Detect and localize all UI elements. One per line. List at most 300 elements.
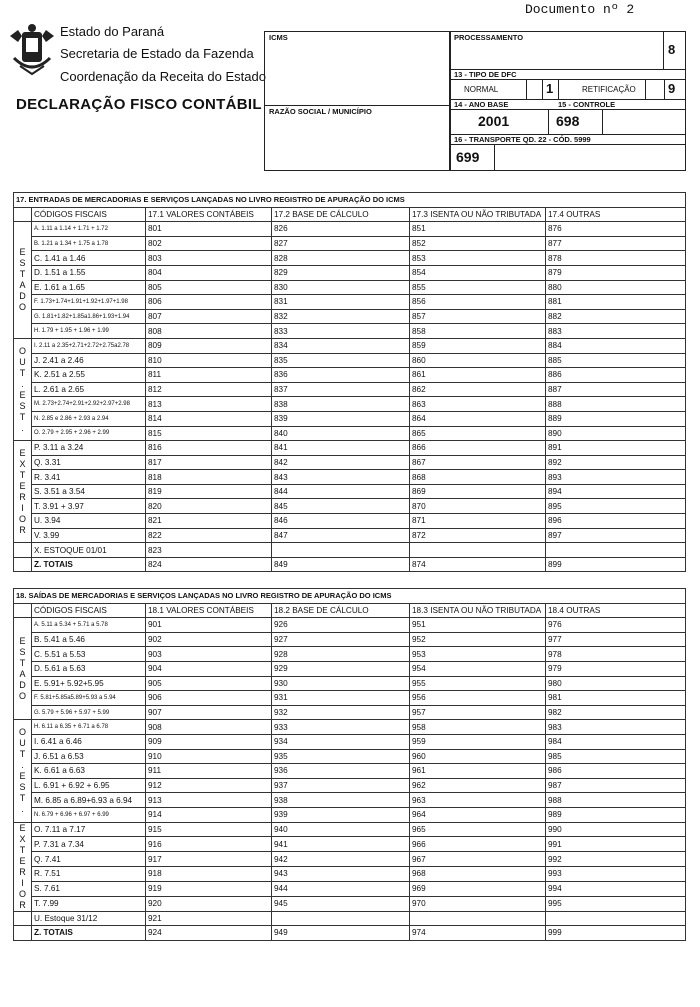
fiscal-code: E. 1.61 a 1.65 [32, 280, 146, 295]
table-row [14, 866, 686, 881]
field-number: 963 [410, 793, 546, 808]
field-number: 961 [410, 764, 546, 779]
table-row [14, 734, 686, 749]
table-row [14, 822, 686, 837]
field-number: 836 [272, 368, 410, 383]
field-number: 920 [146, 896, 272, 911]
empty-cell [410, 911, 546, 926]
fiscal-code: K. 6.61 a 6.63 [32, 764, 146, 779]
field-number: 807 [146, 309, 272, 324]
field-number: 834 [272, 338, 410, 353]
field-number: 883 [546, 324, 686, 339]
fiscal-code: Q. 3.31 [32, 455, 146, 470]
fiscal-code: O. 2.79 + 2.95 + 2.96 + 2.99 [32, 426, 146, 441]
field-number: 857 [410, 309, 546, 324]
fiscal-code: H. 1.79 + 1.95 + 1.96 + 1.99 [32, 324, 146, 339]
fiscal-code: M. 6.85 a 6.89+6.93 a 6.94 [32, 793, 146, 808]
field-number: 808 [146, 324, 272, 339]
field-number: 845 [272, 499, 410, 514]
table-row [14, 881, 686, 896]
field-number: 853 [410, 251, 546, 266]
fiscal-code: Q. 7.41 [32, 852, 146, 867]
section-18-column-header: 18.4 OUTRAS [546, 603, 686, 618]
field-number: 956 [410, 691, 546, 706]
field-number: 849 [272, 557, 410, 572]
controle-value: 698 [556, 113, 580, 129]
field-number: 851 [410, 222, 546, 237]
field-number: 980 [546, 676, 686, 691]
section-18-estoque-row [14, 911, 686, 926]
field-number: 816 [146, 441, 272, 456]
field-number: 828 [272, 251, 410, 266]
field-number: 890 [546, 426, 686, 441]
field-number: 837 [272, 382, 410, 397]
fiscal-code: N. 6.79 + 6.96 + 6.97 + 6.99 [32, 807, 146, 822]
field-number: 815 [146, 426, 272, 441]
field-number: 863 [410, 397, 546, 412]
field-number: 829 [272, 265, 410, 280]
fiscal-code: T. 3.91 + 3.97 [32, 499, 146, 514]
field-number: 874 [410, 557, 546, 572]
header-coordenacao: Coordenação da Receita do Estado [60, 69, 266, 84]
field-number: 999 [546, 926, 686, 941]
field-number: 870 [410, 499, 546, 514]
field-number: 933 [272, 720, 410, 735]
field-number: 822 [146, 528, 272, 543]
field-number: 935 [272, 749, 410, 764]
field-number: 811 [146, 368, 272, 383]
fiscal-code: S. 3.51 a 3.54 [32, 484, 146, 499]
header-state: Estado do Paraná [60, 24, 165, 39]
processamento-value: 8 [668, 42, 676, 57]
table-row [14, 778, 686, 793]
fiscal-code: T. 7.99 [32, 896, 146, 911]
fiscal-code: K. 2.51 a 2.55 [32, 368, 146, 383]
table-row [14, 749, 686, 764]
ano-base-value: 2001 [478, 113, 510, 129]
field-number: 989 [546, 807, 686, 822]
section-18-column-header: 18.3 ISENTA OU NÃO TRIBUTADA [410, 603, 546, 618]
row-side [14, 543, 32, 558]
transporte-value: 699 [456, 149, 480, 165]
form-title: DECLARAÇÃO FISCO CONTÁBIL [16, 96, 262, 113]
field-number: 894 [546, 484, 686, 499]
field-number: 805 [146, 280, 272, 295]
field-number: 929 [272, 661, 410, 676]
field-number: 839 [272, 411, 410, 426]
empty-cell [272, 543, 410, 558]
field-number: 843 [272, 470, 410, 485]
field-number: 888 [546, 397, 686, 412]
fiscal-code: A. 1.11 a 1.14 + 1.71 + 1.72 [32, 222, 146, 237]
field-number: 944 [272, 881, 410, 896]
fiscal-code: J. 6.51 a 6.53 [32, 749, 146, 764]
field-number: 958 [410, 720, 546, 735]
field-number: 921 [146, 911, 272, 926]
field-number: 862 [410, 382, 546, 397]
field-number: 974 [410, 926, 546, 941]
fiscal-code: M. 2.73+2.74+2.91+2.92+2.97+2.98 [32, 397, 146, 412]
fiscal-code: C. 5.51 a 5.53 [32, 647, 146, 662]
field-number: 981 [546, 691, 686, 706]
field-number: 986 [546, 764, 686, 779]
field-number: 903 [146, 647, 272, 662]
fiscal-code: I. 2.11 a 2.35+2.71+2.72+2.75a2.78 [32, 338, 146, 353]
field-number: 928 [272, 647, 410, 662]
field-number: 876 [546, 222, 686, 237]
fiscal-code: F. 1.73+1.74+1.91+1.92+1.97+1.98 [32, 295, 146, 310]
table-row [14, 236, 686, 251]
razao-social-label: RAZÃO SOCIAL / MUNICÍPIO [269, 107, 372, 116]
fiscal-code: U. 3.94 [32, 514, 146, 529]
field-number: 871 [410, 514, 546, 529]
field-number: 930 [272, 676, 410, 691]
field-number: 886 [546, 368, 686, 383]
section-18-column-header: 18.1 VALORES CONTÁBEIS [146, 603, 272, 618]
field-number: 818 [146, 470, 272, 485]
table-row [14, 382, 686, 397]
fiscal-code: R. 3.41 [32, 470, 146, 485]
field-number: 995 [546, 896, 686, 911]
fiscal-code: P. 7.31 a 7.34 [32, 837, 146, 852]
field-number: 965 [410, 822, 546, 837]
field-number: 949 [272, 926, 410, 941]
field-number: 990 [546, 822, 686, 837]
field-number: 842 [272, 455, 410, 470]
table-row [14, 397, 686, 412]
field-number: 855 [410, 280, 546, 295]
table-row [14, 309, 686, 324]
field-number: 817 [146, 455, 272, 470]
field-number: 809 [146, 338, 272, 353]
field-number: 982 [546, 705, 686, 720]
table-row [14, 691, 686, 706]
section-17-table [13, 192, 686, 572]
field-number: 832 [272, 309, 410, 324]
header-secretaria: Secretaria de Estado da Fazenda [60, 46, 254, 61]
field-number: 810 [146, 353, 272, 368]
field-number: 957 [410, 705, 546, 720]
field-number: 977 [546, 632, 686, 647]
fiscal-code: R. 7.51 [32, 866, 146, 881]
field-number: 966 [410, 837, 546, 852]
field-number: 901 [146, 618, 272, 633]
field-number: 951 [410, 618, 546, 633]
field-number: 959 [410, 734, 546, 749]
fiscal-code: A. 5.11 a 5.34 + 5.71 a 5.78 [32, 618, 146, 633]
icms-label: ICMS [269, 33, 288, 42]
field-number: 893 [546, 470, 686, 485]
retificacao-label: RETIFICAÇÃO [582, 85, 636, 94]
section-17-group-label: O U T . E S T . [14, 338, 32, 440]
field-number: 909 [146, 734, 272, 749]
field-number: 904 [146, 661, 272, 676]
field-number: 908 [146, 720, 272, 735]
table-row [14, 324, 686, 339]
field-number: 892 [546, 455, 686, 470]
field-number: 905 [146, 676, 272, 691]
field-number: 991 [546, 837, 686, 852]
field-number: 852 [410, 236, 546, 251]
section-17-column-header: 17.2 BASE DE CÁLCULO [272, 207, 410, 222]
field-number: 813 [146, 397, 272, 412]
field-number: 915 [146, 822, 272, 837]
field-number: 976 [546, 618, 686, 633]
field-number: 844 [272, 484, 410, 499]
table-row [14, 470, 686, 485]
field-number: 861 [410, 368, 546, 383]
field-number: 918 [146, 866, 272, 881]
field-number: 970 [410, 896, 546, 911]
table-row [14, 280, 686, 295]
fiscal-code: E. 5.91+ 5.92+5.95 [32, 676, 146, 691]
field-number: 877 [546, 236, 686, 251]
table-row [14, 368, 686, 383]
table-row [14, 528, 686, 543]
normal-value: 1 [546, 81, 554, 96]
fiscal-code: G. 1.81+1.82+1.85a1.86+1.93+1.94 [32, 309, 146, 324]
table-row [14, 338, 686, 353]
retificacao-value: 9 [668, 81, 676, 96]
field-number: 872 [410, 528, 546, 543]
table-row [14, 837, 686, 852]
totais-label: Z. TOTAIS [32, 926, 146, 941]
fiscal-code: H. 6.11 a 6.35 + 6.71 a 6.78 [32, 720, 146, 735]
field-number: 953 [410, 647, 546, 662]
field-number: 860 [410, 353, 546, 368]
field-number: 985 [546, 749, 686, 764]
field-number: 838 [272, 397, 410, 412]
field-number: 938 [272, 793, 410, 808]
field-number: 962 [410, 778, 546, 793]
field-number: 889 [546, 411, 686, 426]
transporte-label: 16 - TRANSPORTE QD. 22 - CÓD. 5999 [454, 135, 591, 144]
field-number: 937 [272, 778, 410, 793]
table-row [14, 896, 686, 911]
field-number: 891 [546, 441, 686, 456]
table-row [14, 793, 686, 808]
field-number: 865 [410, 426, 546, 441]
normal-label: NORMAL [464, 85, 499, 94]
fiscal-code: B. 5.41 a 5.46 [32, 632, 146, 647]
field-number: 833 [272, 324, 410, 339]
table-row [14, 618, 686, 633]
field-number: 932 [272, 705, 410, 720]
empty-cell [546, 911, 686, 926]
field-number: 884 [546, 338, 686, 353]
table-row [14, 222, 686, 237]
field-number: 859 [410, 338, 546, 353]
table-row [14, 632, 686, 647]
field-number: 967 [410, 852, 546, 867]
field-number: 823 [146, 543, 272, 558]
field-number: 912 [146, 778, 272, 793]
field-number: 931 [272, 691, 410, 706]
field-number: 819 [146, 484, 272, 499]
field-number: 858 [410, 324, 546, 339]
table-row [14, 251, 686, 266]
field-number: 826 [272, 222, 410, 237]
table-row [14, 441, 686, 456]
totais-label: Z. TOTAIS [32, 557, 146, 572]
table-row [14, 676, 686, 691]
controle-label: 15 - CONTROLE [558, 100, 616, 109]
field-number: 831 [272, 295, 410, 310]
field-number: 878 [546, 251, 686, 266]
ano-base-label: 14 - ANO BASE [454, 100, 509, 109]
field-number: 902 [146, 632, 272, 647]
field-number: 803 [146, 251, 272, 266]
field-number: 906 [146, 691, 272, 706]
field-number: 830 [272, 280, 410, 295]
fiscal-code: B. 1.21 a 1.34 + 1.75 a 1.78 [32, 236, 146, 251]
table-row [14, 720, 686, 735]
field-number: 916 [146, 837, 272, 852]
section-17-title: 17. ENTRADAS DE MERCADORIAS E SERVIÇOS LANÇADAS NO LIVRO REGISTRO DE APURAÇÃO DO ICMS [14, 193, 686, 208]
fiscal-code: J. 2.41 a 2.46 [32, 353, 146, 368]
field-number: 924 [146, 926, 272, 941]
fiscal-code: G. 5.79 + 5.96 + 5.97 + 5.99 [32, 705, 146, 720]
table-row [14, 411, 686, 426]
field-number: 911 [146, 764, 272, 779]
field-number: 885 [546, 353, 686, 368]
processamento-box [449, 31, 686, 171]
field-number: 895 [546, 499, 686, 514]
section-17-estoque-row [14, 543, 686, 558]
table-row [14, 705, 686, 720]
field-number: 936 [272, 764, 410, 779]
field-number: 969 [410, 881, 546, 896]
field-number: 926 [272, 618, 410, 633]
row-side [14, 911, 32, 926]
field-number: 824 [146, 557, 272, 572]
estoque-label: X. ESTOQUE 01/01 [32, 543, 146, 558]
fiscal-code: D. 1.51 a 1.55 [32, 265, 146, 280]
field-number: 821 [146, 514, 272, 529]
fiscal-code: C. 1.41 a 1.46 [32, 251, 146, 266]
table-row [14, 647, 686, 662]
field-number: 960 [410, 749, 546, 764]
field-number: 955 [410, 676, 546, 691]
table-row [14, 514, 686, 529]
section-18-group-label: O U T . E S T . [14, 720, 32, 822]
section-18-header-row [14, 603, 686, 618]
field-number: 866 [410, 441, 546, 456]
field-number: 896 [546, 514, 686, 529]
fiscal-code: L. 6.91 + 6.92 + 6.95 [32, 778, 146, 793]
fiscal-code: P. 3.11 a 3.24 [32, 441, 146, 456]
table-row [14, 353, 686, 368]
section-17-column-header: CÓDIGOS FISCAIS [32, 207, 146, 222]
field-number: 879 [546, 265, 686, 280]
field-number: 907 [146, 705, 272, 720]
field-number: 812 [146, 382, 272, 397]
section-18-column-header: CÓDIGOS FISCAIS [32, 603, 146, 618]
table-row [14, 265, 686, 280]
fiscal-code: I. 6.41 a 6.46 [32, 734, 146, 749]
empty-cell [546, 543, 686, 558]
fiscal-code: O. 7.11 a 7.17 [32, 822, 146, 837]
field-number: 802 [146, 236, 272, 251]
field-number: 941 [272, 837, 410, 852]
field-number: 864 [410, 411, 546, 426]
section-17-totais-row [14, 557, 686, 572]
field-number: 882 [546, 309, 686, 324]
field-number: 979 [546, 661, 686, 676]
field-number: 827 [272, 236, 410, 251]
field-number: 806 [146, 295, 272, 310]
field-number: 964 [410, 807, 546, 822]
field-number: 856 [410, 295, 546, 310]
field-number: 820 [146, 499, 272, 514]
field-number: 899 [546, 557, 686, 572]
field-number: 940 [272, 822, 410, 837]
field-number: 993 [546, 866, 686, 881]
field-number: 914 [146, 807, 272, 822]
section-18-title: 18. SAÍDAS DE MERCADORIAS E SERVIÇOS LANÇADAS NO LIVRO REGISTRO DE APURAÇÃO DO ICMS [14, 589, 686, 604]
section-18-column-header: 18.2 BASE DE CÁLCULO [272, 603, 410, 618]
field-number: 987 [546, 778, 686, 793]
fiscal-code: S. 7.61 [32, 881, 146, 896]
section-18-table [13, 588, 686, 941]
fiscal-code: V. 3.99 [32, 528, 146, 543]
table-row [14, 484, 686, 499]
field-number: 992 [546, 852, 686, 867]
table-row [14, 295, 686, 310]
section-17-column-header: 17.1 VALORES CONTÁBEIS [146, 207, 272, 222]
field-number: 943 [272, 866, 410, 881]
estoque-label: U. Estoque 31/12 [32, 911, 146, 926]
field-number: 952 [410, 632, 546, 647]
table-row [14, 852, 686, 867]
field-number: 945 [272, 896, 410, 911]
table-row [14, 807, 686, 822]
section-17-group-label: E X T E R I O R [14, 441, 32, 543]
section-18-group-label: E S T A D O [14, 618, 32, 720]
fiscal-code: F. 5.81+5.85a5.89+5.93 a 5.94 [32, 691, 146, 706]
field-number: 994 [546, 881, 686, 896]
field-number: 804 [146, 265, 272, 280]
field-number: 919 [146, 881, 272, 896]
fiscal-code: D. 5.61 a 5.63 [32, 661, 146, 676]
field-number: 983 [546, 720, 686, 735]
fiscal-code: N. 2.85 e 2.86 + 2.93 a 2.94 [32, 411, 146, 426]
processamento-label: PROCESSAMENTO [454, 33, 524, 42]
table-row [14, 455, 686, 470]
section-17-header-side [14, 207, 32, 222]
field-number: 868 [410, 470, 546, 485]
field-number: 835 [272, 353, 410, 368]
field-number: 942 [272, 852, 410, 867]
field-number: 978 [546, 647, 686, 662]
section-17-group-label: E S T A D O [14, 222, 32, 339]
row-side [14, 557, 32, 572]
field-number: 867 [410, 455, 546, 470]
field-number: 968 [410, 866, 546, 881]
field-number: 840 [272, 426, 410, 441]
field-number: 869 [410, 484, 546, 499]
field-number: 847 [272, 528, 410, 543]
field-number: 954 [410, 661, 546, 676]
field-number: 841 [272, 441, 410, 456]
table-row [14, 499, 686, 514]
field-number: 988 [546, 793, 686, 808]
field-number: 917 [146, 852, 272, 867]
section-17-column-header: 17.3 ISENTA OU NÃO TRIBUTADA [410, 207, 546, 222]
empty-cell [410, 543, 546, 558]
section-17-column-header: 17.4 OUTRAS [546, 207, 686, 222]
row-side [14, 926, 32, 941]
